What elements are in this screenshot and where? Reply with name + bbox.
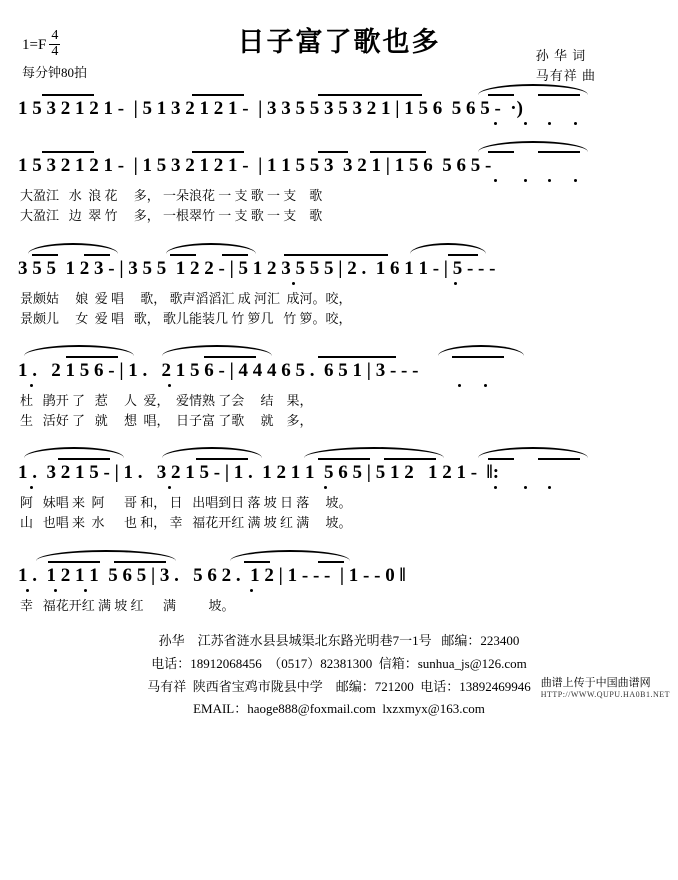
notation-text: 1 . 2 1 5 6 - | 1 . 2 1 5 6 - | 4 4 4 6 5 . 6 5 1 | 3 - - - xyxy=(18,360,419,381)
beam xyxy=(84,254,110,256)
notation-text: 1 . 3 2 1 5 - | 1 . 3 2 1 5 - | 1 . 1 2 1 1 5 6 5 | 5 1 2 1 2 1 - ‖: xyxy=(18,462,500,483)
beam xyxy=(244,561,270,563)
music-system-3 xyxy=(18,258,660,328)
lyrics-row xyxy=(18,595,660,615)
lyrics-row xyxy=(18,205,660,225)
octave-dot xyxy=(524,486,527,489)
music-system-6 xyxy=(18,565,660,615)
time-signature-denominator: 4 xyxy=(51,43,59,59)
beam xyxy=(318,561,344,563)
beam xyxy=(318,94,422,96)
octave-dot xyxy=(548,486,551,489)
octave-dot xyxy=(30,384,33,387)
footer-line-2: 电话：18912068456 （0517）82381300 信箱：sunhua_js@126.com xyxy=(151,655,527,671)
lyricist-credit: 孙 华 词 xyxy=(535,48,587,63)
slur xyxy=(166,243,256,254)
tempo-marking: 每分钟80拍 xyxy=(22,65,88,80)
lyrics-row xyxy=(18,308,660,328)
octave-dot xyxy=(494,179,497,182)
beam xyxy=(448,254,478,256)
music-system-2 xyxy=(18,155,660,225)
notation-text: 1 5 3 2 1 2 1 - | 1 5 3 2 1 2 1 - | 1 1 5 5 3 3 2 1 | 1 5 6 5 6 5 - xyxy=(18,155,492,176)
watermark-url: HTTP://WWW.QUPU.HA0B1.NET xyxy=(540,690,670,699)
lyrics-row xyxy=(18,185,660,205)
beam xyxy=(42,94,94,96)
octave-dot xyxy=(168,384,171,387)
octave-dot xyxy=(574,179,577,182)
lyrics-verse-1: 幸 福花开红 满 坡 红 满 坡。 xyxy=(20,598,235,613)
lyrics-row xyxy=(18,410,660,430)
slur xyxy=(162,447,262,458)
beam xyxy=(170,254,196,256)
slur xyxy=(36,550,176,561)
octave-dot xyxy=(484,384,487,387)
notation-row xyxy=(18,258,660,288)
lyrics-verse-2: 景颇儿 女 爱 唱 歌， 歌儿能装几 竹 箩几 竹 箩。咬， xyxy=(20,311,352,326)
site-watermark xyxy=(541,674,670,699)
octave-dot xyxy=(494,486,497,489)
notation-row xyxy=(18,462,660,492)
notation-text: 1 . 1 2 1 1 5 6 5 | 3 . 5 6 2 . 1 2 | 1 - - - | 1 - - 0 ‖ xyxy=(18,565,406,586)
beam xyxy=(204,356,256,358)
footer-line-4: EMAIL：haoge888@foxmail.com lxzxmyx@163.com xyxy=(193,701,485,717)
octave-dot xyxy=(168,486,171,489)
octave-dot xyxy=(548,122,551,125)
music-system-1 xyxy=(18,98,660,128)
lyrics-row xyxy=(18,512,660,532)
slur xyxy=(478,447,588,458)
beam xyxy=(384,458,436,460)
notation-row xyxy=(18,360,660,390)
slur xyxy=(478,141,588,152)
lyrics-row xyxy=(18,288,660,308)
beam xyxy=(66,356,118,358)
slur xyxy=(304,447,444,458)
watermark-credit: 曲谱上传于中国曲谱网 xyxy=(540,677,651,689)
notation-row xyxy=(18,155,660,185)
beam xyxy=(32,254,58,256)
credits xyxy=(536,46,596,85)
page-title: 日子富了歌也多 xyxy=(237,27,441,57)
octave-dot xyxy=(574,122,577,125)
slur xyxy=(230,550,350,561)
octave-dot xyxy=(324,486,327,489)
lyrics-verse-2: 大盈江 边 翠 竹 多， 一根翠竹 一 支 歌 一 支 歌 xyxy=(20,208,323,223)
lyrics-row xyxy=(18,390,660,410)
time-signature-numerator: 4 xyxy=(51,28,59,43)
beam xyxy=(222,254,248,256)
music-system-5 xyxy=(18,462,660,532)
beam xyxy=(48,561,100,563)
lyrics-verse-1: 大盈江 水 浪 花 多， 一朵浪花 一 支 歌 一 支 歌 xyxy=(20,188,323,203)
slur xyxy=(410,243,486,254)
footer-line-1: 孙华 江苏省涟水县县城渠北东路光明巷7一1号 邮编：223400 xyxy=(158,633,520,648)
octave-dot xyxy=(84,589,87,592)
lyrics-verse-1: 景颇姑 娘 爱 唱 歌， 歌声滔滔汇 成 河汇 成河。咬， xyxy=(20,291,352,306)
notation-text: 3 5 5 1 2 3 - | 3 5 5 1 2 2 - | 5 1 2 3 5 5 5 | 2 . 1 6 1 1 - | 5 - - - xyxy=(18,258,496,279)
octave-dot xyxy=(30,486,33,489)
slur xyxy=(478,84,588,95)
composer-credit: 马有祥 曲 xyxy=(535,67,596,83)
octave-dot xyxy=(250,589,253,592)
octave-dot xyxy=(26,589,29,592)
beam xyxy=(196,458,248,460)
slur xyxy=(438,345,524,356)
lyrics-verse-1: 阿 妹唱 来 阿 哥 和， 日 出唱到日 落 坡 日 落 坡。 xyxy=(20,495,352,510)
beam xyxy=(488,458,514,460)
octave-dot xyxy=(458,384,461,387)
octave-dot xyxy=(524,122,527,125)
notation-row xyxy=(18,98,660,128)
notation-row xyxy=(18,565,660,595)
key-label: 1=F xyxy=(22,36,47,53)
beam xyxy=(370,151,426,153)
beam xyxy=(192,94,244,96)
octave-dot xyxy=(548,179,551,182)
beam xyxy=(114,561,166,563)
lyrics-verse-1: 杜 鹃开 了 惹 人 爱， 爱情熟 了会 结 果， xyxy=(20,393,313,408)
beam xyxy=(192,151,244,153)
lyrics-row xyxy=(18,492,660,512)
lyrics-verse-2: 生 活好 了 就 想 唱， 日子富 了歌 就 多， xyxy=(20,413,313,428)
octave-dot xyxy=(494,122,497,125)
beam xyxy=(284,254,388,256)
beam xyxy=(58,458,110,460)
octave-dot xyxy=(524,179,527,182)
slur xyxy=(162,345,272,356)
octave-dot xyxy=(54,589,57,592)
footer-line-3: 马有祥 陕西省宝鸡市陇县中学 邮编：721200 电话：13892469946 xyxy=(147,678,531,694)
music-system-4 xyxy=(18,360,660,430)
beam xyxy=(538,458,580,460)
beam xyxy=(318,151,348,153)
beam xyxy=(42,151,94,153)
notation-text: 1 5 3 2 1 2 1 - | 5 1 3 2 1 2 1 - | 3 3 5 5 3 5 3 2 1 | 1 5 6 5 6 5 - ·) xyxy=(18,98,523,119)
lyrics-verse-2: 山 也唱 来 水 也 和， 幸 福花开红 满 坡 红 满 坡。 xyxy=(20,515,352,530)
beam xyxy=(452,356,504,358)
octave-dot xyxy=(454,282,457,285)
beam xyxy=(318,458,370,460)
beam xyxy=(318,356,396,358)
octave-dot xyxy=(292,282,295,285)
